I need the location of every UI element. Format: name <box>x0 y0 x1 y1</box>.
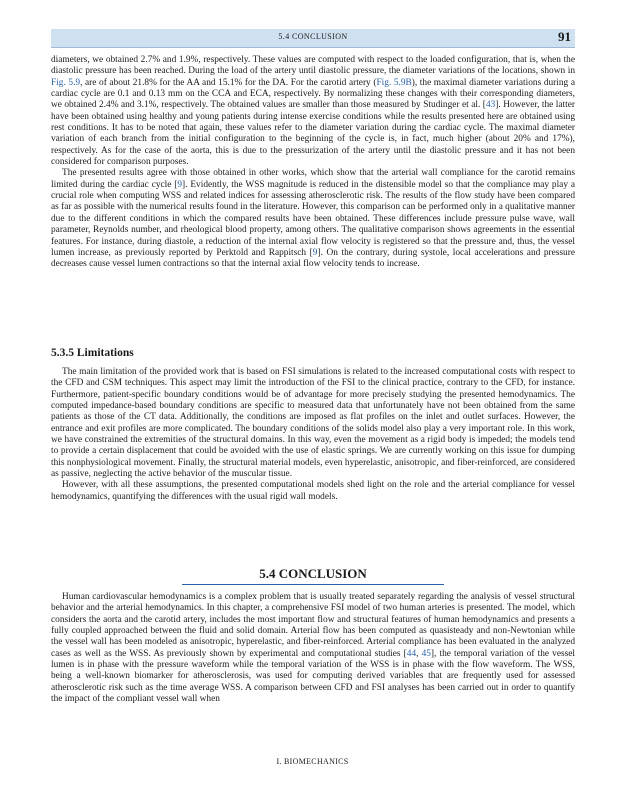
header-section-title: 5.4 CONCLUSION <box>278 32 348 41</box>
page-number: 91 <box>558 29 571 44</box>
citation-link-43[interactable]: 43 <box>485 100 496 111</box>
citation-link-9-second[interactable]: 9 <box>312 247 318 258</box>
running-footer: I. BIOMECHANICS <box>276 757 349 766</box>
figure-link-5-9[interactable]: Fig. 5.9 <box>51 77 81 88</box>
body-text-limitations <box>51 367 575 503</box>
paragraph-results-agree: The presented results agree with those obtained in other works, which show that the arterial wall compliance for the carotid remains limited during the cardiac cycle [9]. Evidently, the WSS magnitude is reduced in the distensible model so that the compliance may play a crucial role when computing WSS and related indices for assessing atherosclerotic risk. The results of the flow study have been compared as far as possible with the numerical results found in the literature. However, this comparison can be performed only in a qualitative manner due to the different conditions in which the compared results have been obtained. These differences include pressure pulse wave, wall parameter, Reynolds number, and rheological blood property, among others. The qualitative comparison shows agreements in the essential features. For instance, during diastole, a reduction of the internal axial flow velocity is registered so that the pressure and, thus, the vessel lumen increase, as previously reported by Perktold and Rappitsch [9]. On the contrary, during systole, local accelerations and pressure decreases cause vessel lumen contractions so that the internal axial flow velocity tends to increase. <box>51 168 575 270</box>
paragraph-limitations: The main limitation of the provided work that is based on FSI simulations is related to the increased computational costs with respect to the CFD and CSM techniques. This aspect may limit the introduction of the FSI to the clinical practice, contrary to the CFD, for instance. Furthermore, patient-specific boundary conditions would be of advantage for more precisely studying the presented hemodynamics. The computed impedance-based boundary conditions are specific to measured data that unfortunately have not been obtained from the same patients as those of the CT data. Additionally, the conditions are imposed as flat profiles on the inlet and outlet surfaces. However, the entrance and exit profiles are more complicated. The boundary conditions of the solids model also play a very important role. In this work, we have constrained the extremities of the structural domains. In this way, even the movement as a rigid body is impeded; the models tend to provide a certain displacement that could be avoided with the use of elastic springs. We are currently working on this issue for dumping this nonphysiological movement. Finally, the structural material models, even hyperelastic, anisotropic, and fiber-reinforced, are considered as passive, neglecting the active behavior of the muscular tissue. <box>51 367 575 480</box>
body-text-top <box>51 55 575 271</box>
paragraph-assumptions: However, with all these assumptions, the presented computational models shed light on the role and the arterial compliance for vessel hemodynamics, quantifying the differences with the usual rigid wall models. <box>51 480 575 502</box>
subsection-heading-limitations: 5.3.5 Limitations <box>51 347 134 359</box>
paragraph-diameters: diameters, we obtained 2.7% and 1.9%, respectively. These values are computed with respect to the loaded configuration, that is, when the diastolic pressure has been reached. During the load of the artery until diastolic pressure, the diameter variations of the locations, shown in Fig. 5.9, are of about 21.8% for the AA and 15.1% for the DA. For the carotid artery (Fig. 5.9B), the maximal diameter variations during a cardiac cycle are 0.1 and 0.13 mm on the CCA and ECA, respectively. By normalizing these changes with their corresponding diameters, we obtained 2.4% and 3.1%, respectively. The obtained values are smaller than those measured by Studinger et al. [43]. However, the latter have been obtained using healthy and young patients during intense exercise conditions while the results presented here are obtained using rest conditions. It has to be noted that again, these values refer to the diameter variation during the cardiac cycle. The maximal diameter variation of each branch from the initial configuration to the beginning of the cycle is, in fact, much higher (about 20% and 17%), respectively. As for the case of the aorta, this is due to the pressurization of the artery until the diastolic pressure and it has not been considered for comparison purposes. <box>51 55 575 168</box>
body-text-conclusion <box>51 592 575 705</box>
section-heading-conclusion: 5.4 CONCLUSION <box>259 566 367 581</box>
citation-link-44[interactable]: 44 <box>406 648 417 659</box>
running-header <box>51 29 575 48</box>
citation-link-9[interactable]: 9 <box>177 179 183 190</box>
section-heading-rule <box>182 584 444 585</box>
citation-link-45[interactable]: 45 <box>421 648 431 659</box>
paragraph-conclusion: Human cardiovascular hemodynamics is a complex problem that is usually treated separately regarding the analysis of vessel structural behavior and the arterial hemodynamics. In this chapter, a comprehensive FSI model of two human arteries is presented. The model, which considers the aorta and the carotid artery, includes the most important flow and structural features of human hemodynamics and presents a fully coupled approached between the fluid and solid domain. Arterial flow has been computed as quasisteady and non-Newtonian while the vessel wall has been modeled as anisotropic, hyperelastic, and fiber-reinforced. Arterial compliance has been evaluated in the analyzed cases as well as the WSS. As previously shown by experimental and computational studies [44, 45], the temporal variation of the vessel lumen is in phase with the pressure waveform while the temporal variation of the WSS is in phase with the flow waveform. The WSS, being a well-known biomarker for atherosclerosis, was used for computing derived variables that are frequently used for assessed atherosclerotic risk such as the time average WSS. A comparison between CFD and FSI analyses has been carried out in order to quantify the impact of the compliant vessel wall when <box>51 592 575 705</box>
figure-link-5-9b[interactable]: Fig. 5.9B <box>376 77 412 88</box>
